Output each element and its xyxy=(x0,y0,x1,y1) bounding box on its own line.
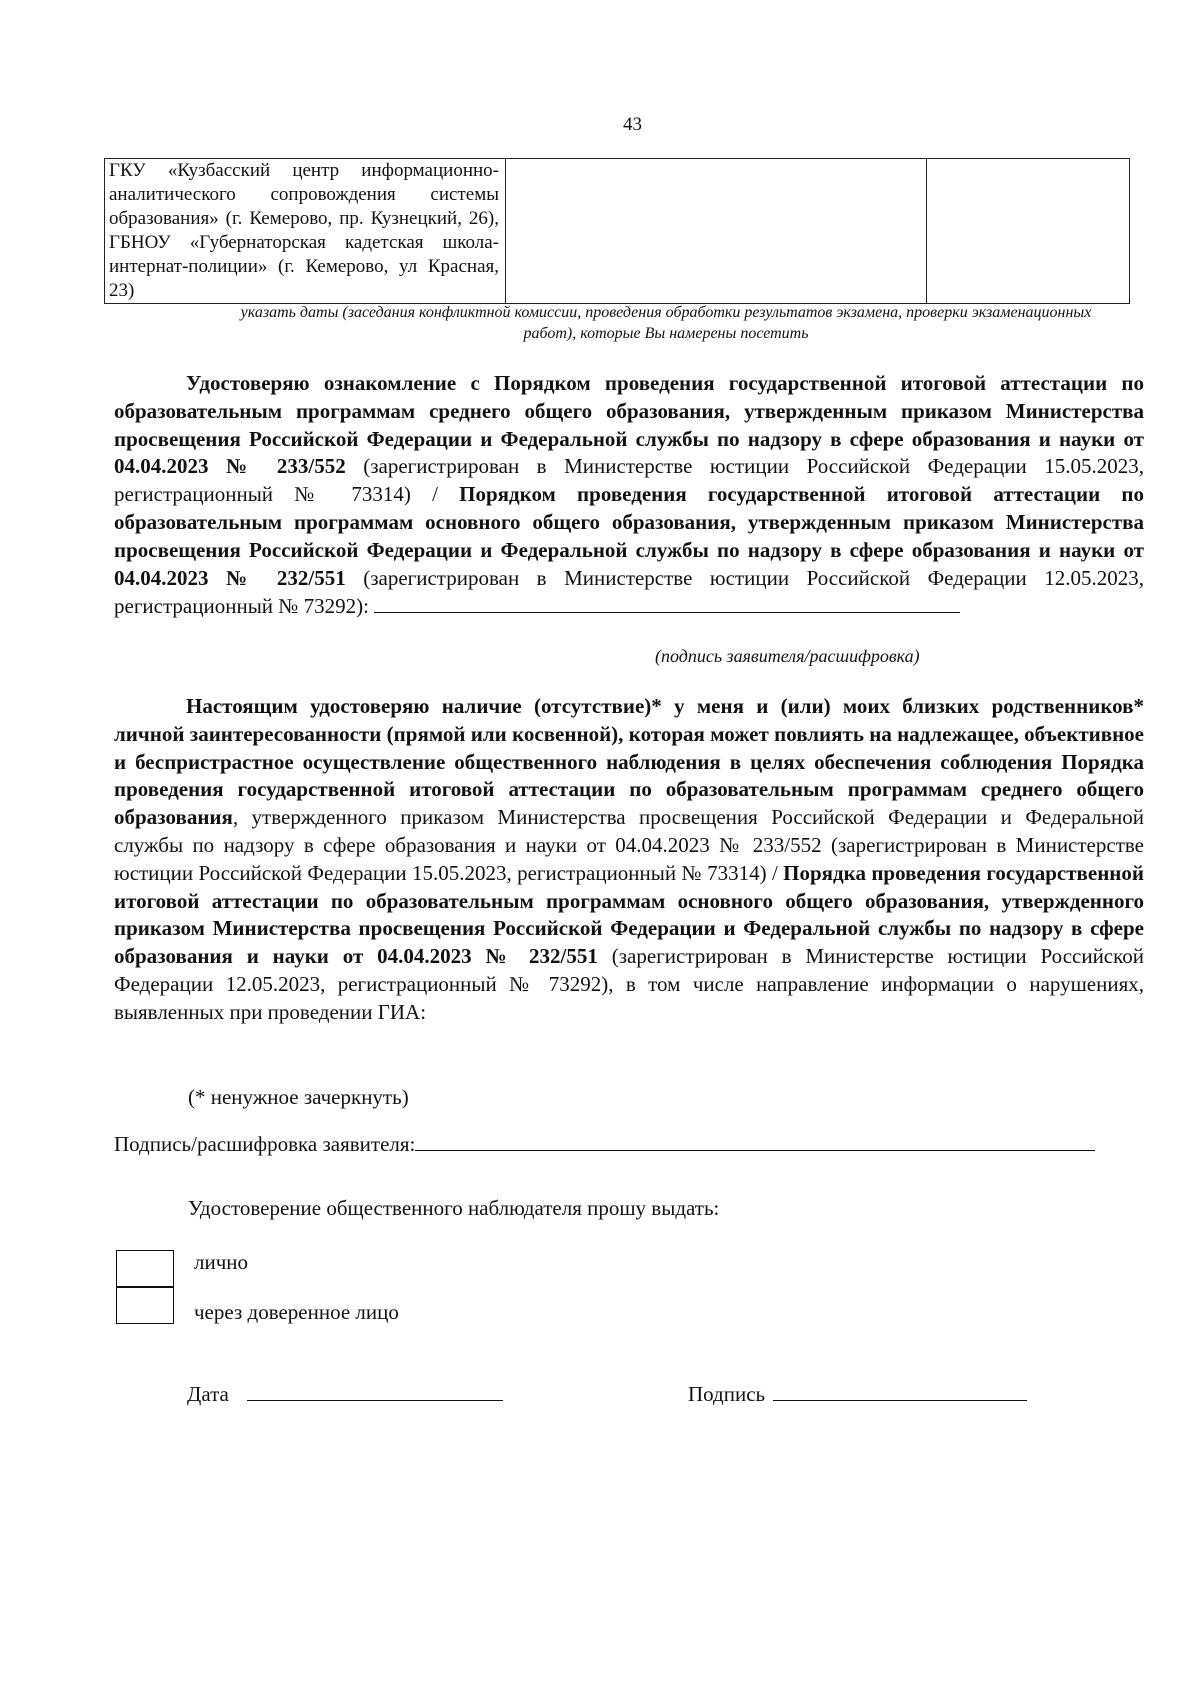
proxy-checkbox[interactable] xyxy=(116,1286,174,1324)
dates-cell[interactable] xyxy=(506,159,927,304)
interest-bold-1: Настоящим удостоверяю наличие (отсутствие)* у меня и (или) моих близких родственников* личной заинтересованности (прямой или косвенной), которая может повлиять на надлежащее, объективное и беспристрастное осуществление общественного наблюдения в целях обеспечения соблюдения Порядка проведения государственной итоговой аттестации по образовательным программам среднего общего образования xyxy=(114,694,1144,830)
applicant-signature-row xyxy=(114,1130,1095,1157)
date-label: Дата xyxy=(187,1382,229,1406)
interest-text-2: (зарегистрирован в Министерстве юстиции Российской Федерации 12.05.2023, регистрационный № 73292), в том числе направление информации о нарушениях, выявленных при проведении ГИА: xyxy=(114,944,1145,1024)
personal-option-label: лично xyxy=(194,1250,249,1274)
interest-text-1: , утвержденного приказом Министерства просвещения Российской Федерации и Федеральной службы по надзору в сфере образования и науки от 04.04.2023 № 233/552 (зарегистрирован в Министерстве юстиции Российской Федерации 15.05.2023, регистрационный № 73314) / xyxy=(114,805,1144,885)
applicant-signature-label: Подпись/расшифровка заявителя: xyxy=(114,1132,416,1156)
acknowledgement-bold-2: Порядком проведения государственной итоговой аттестации по образовательным программам основного общего образования, утвержденным приказом Министерства просвещения Российской Федерации и Федеральной службы по надзору в сфере образования и науки от 04.04.2023 № 232/551 xyxy=(114,482,1144,590)
interest-bold-2: Порядка проведения государственной итоговой аттестации по образовательным программам основного общего образования, утвержденного приказом Министерства просвещения Российской Федерации и Федеральной службы по надзору в сфере образования и науки от 04.04.2023 № 232/551 xyxy=(114,860,1144,969)
signature-hint: (подпись заявителя/расшифровка) xyxy=(655,646,920,666)
acknowledgement-paragraph xyxy=(114,370,1144,621)
acknowledgement-bold-1: Удостоверяю ознакомление с Порядком проведения государственной итоговой аттестации по образовательным программам среднего общего образования, утвержденным приказом Министерства просвещения Российской Федерации и Федеральной службы по надзору в сфере образования и науки от 04.04.2023 № 233/552 xyxy=(114,371,1144,479)
proxy-option-label: через доверенное лицо xyxy=(194,1300,399,1324)
table-note: указать даты (заседания конфликтной комиссии, проведения обработки результатов экзамена, проверки экзаменационных работ), которые Вы намерены посетить xyxy=(240,304,1092,342)
acknowledgement-text-2: (зарегистрирован в Министерстве юстиции Российской Федерации 12.05.2023, регистрационный № 73292): xyxy=(114,565,1144,619)
issue-request-text: Удостоверение общественного наблюдателя прошу выдать: xyxy=(188,1196,720,1220)
venue-table xyxy=(104,158,1130,304)
signature-row xyxy=(688,1380,1027,1407)
page-number: 43 xyxy=(623,114,642,135)
venue-address-cell: ГКУ «Кузбасский центр информационно-аналитического сопровождения системы образования» (г. Кемерово, пр. Кузнецкий, 26), ГБНОУ «Губернаторская кадетская школа-интернат-полиции» (г. Кемерово, ул Красная, 23) xyxy=(105,159,506,304)
date-row xyxy=(187,1380,503,1407)
interest-paragraph xyxy=(114,693,1144,1027)
acknowledgement-text-1: (зарегистрирован в Министерстве юстиции Российской Федерации 15.05.2023, регистрационный № 73314) / xyxy=(114,454,1144,507)
date-field-line[interactable] xyxy=(247,1380,503,1401)
table-row xyxy=(105,159,1130,304)
signature-label: Подпись xyxy=(688,1382,766,1406)
acknowledgement-signature-line[interactable] xyxy=(374,592,960,613)
signature-field-line[interactable] xyxy=(773,1380,1027,1401)
notes-cell[interactable] xyxy=(927,159,1130,304)
personal-checkbox[interactable] xyxy=(116,1250,174,1288)
applicant-signature-line[interactable] xyxy=(415,1130,1095,1151)
strike-out-footnote: (* ненужное зачеркнуть) xyxy=(188,1085,409,1109)
